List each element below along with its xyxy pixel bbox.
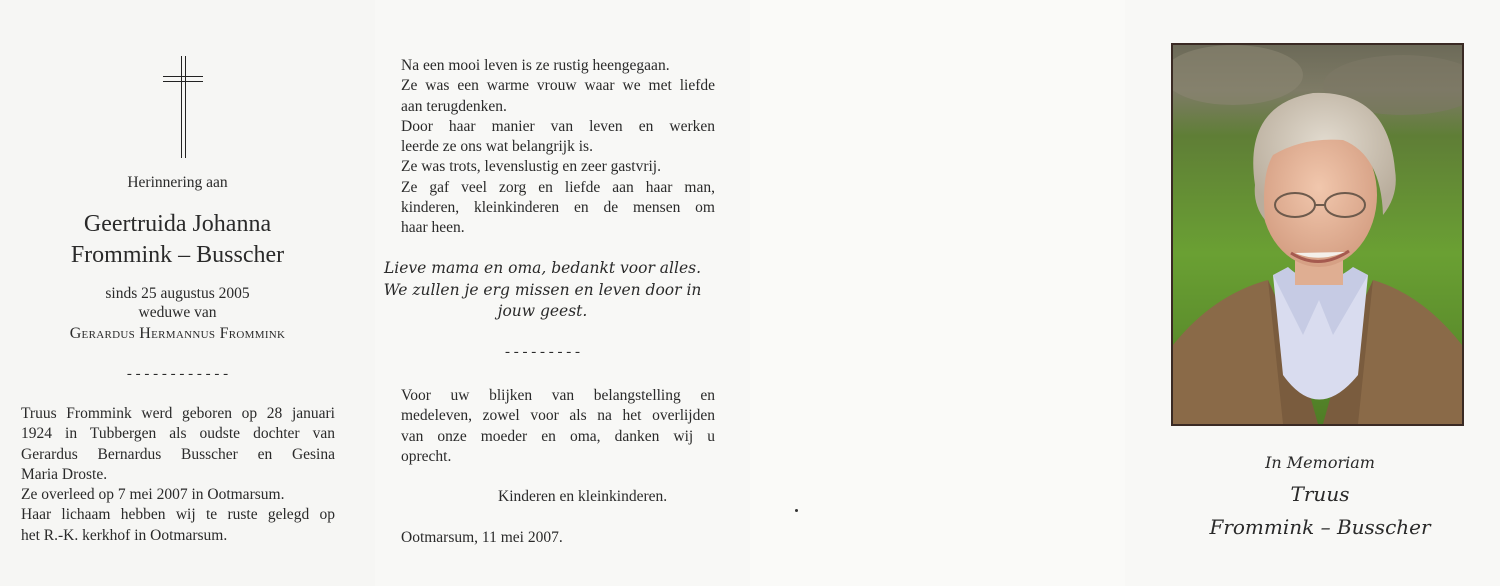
farewell-line: Lieve mama en oma, bedankt voor alles.	[383, 259, 702, 277]
card-panel-text	[375, 0, 750, 586]
bio-line: 1924 in Tubbergen als oudste dochter van	[21, 425, 335, 443]
widowed-since: sinds 25 augustus 2005	[105, 285, 250, 302]
poem	[401, 56, 715, 239]
poem-line: haar heen.	[401, 219, 465, 237]
husband-name: Gerardus Hermannus Frommink	[69, 325, 286, 342]
poem-line: leerde ze ons wat belangrijk is.	[401, 138, 593, 156]
poem-line: kinderen, kleinkinderen en de mensen om	[401, 199, 715, 217]
farewell-line: We zullen je erg missen en leven door in	[383, 280, 702, 299]
bio-line: het R.-K. kerkhof in Ootmarsum.	[21, 526, 228, 544]
first-name: Truus	[1290, 482, 1350, 506]
farewell-message	[375, 258, 710, 323]
bio-line: Gerardus Bernardus Busscher en Gesina	[21, 445, 335, 463]
bio-line: Haar lichaam hebben wij te ruste gelegd op	[21, 506, 335, 524]
poem-line: Ze was trots, levenslustig en zeer gastvrij.	[401, 158, 661, 176]
print-speck	[795, 509, 798, 512]
poem-line: Door haar manier van leven en werken	[401, 117, 715, 135]
bio-line: Ze overleed op 7 mei 2007 in Ootmarsum.	[21, 486, 285, 504]
thanks-line: Voor uw blijken van belangstelling en	[401, 387, 715, 404]
widow-of-label: weduwe van	[138, 304, 217, 321]
card-panel-blank	[750, 0, 1125, 586]
poem-line: aan terugdenken.	[401, 97, 507, 115]
thanks-text	[401, 386, 715, 467]
thanks-line: oprecht.	[401, 447, 452, 465]
poem-line: Ze was een warme vrouw waar we met liefde	[401, 77, 715, 95]
signature: Kinderen en kleinkinderen.	[498, 488, 668, 505]
biography	[21, 404, 335, 546]
divider: - - - - - - - - -	[505, 344, 580, 360]
place-date: Ootmarsum, 11 mei 2007.	[401, 529, 563, 546]
cross-icon	[163, 56, 203, 158]
thanks-line: van onze moeder en oma, danken wij u	[401, 427, 715, 445]
farewell-line: jouw geest.	[497, 302, 588, 320]
poem-line: Na een mooi leven is ze rustig heengegaan.	[401, 57, 670, 74]
portrait-photo	[1171, 43, 1464, 426]
card-panel-left	[0, 0, 375, 586]
bio-line: Maria Droste.	[21, 465, 108, 483]
in-memoriam-label: In Memoriam	[1265, 453, 1375, 472]
deceased-name-line1: Geertruida Johanna	[83, 211, 272, 237]
full-name: Frommink – Busscher	[1209, 515, 1431, 539]
remembrance-label: Herinnering aan	[127, 174, 228, 191]
thanks-line: medeleven, zowel voor als na het overlijden	[401, 407, 715, 425]
bio-line: Truus Frommink werd geboren op 28 januari	[21, 405, 335, 422]
poem-line: Ze gaf veel zorg en liefde aan haar man,	[401, 178, 715, 196]
deceased-name-line2: Frommink – Busscher	[70, 242, 285, 268]
divider: - - - - - - - - - - - -	[126, 366, 229, 382]
